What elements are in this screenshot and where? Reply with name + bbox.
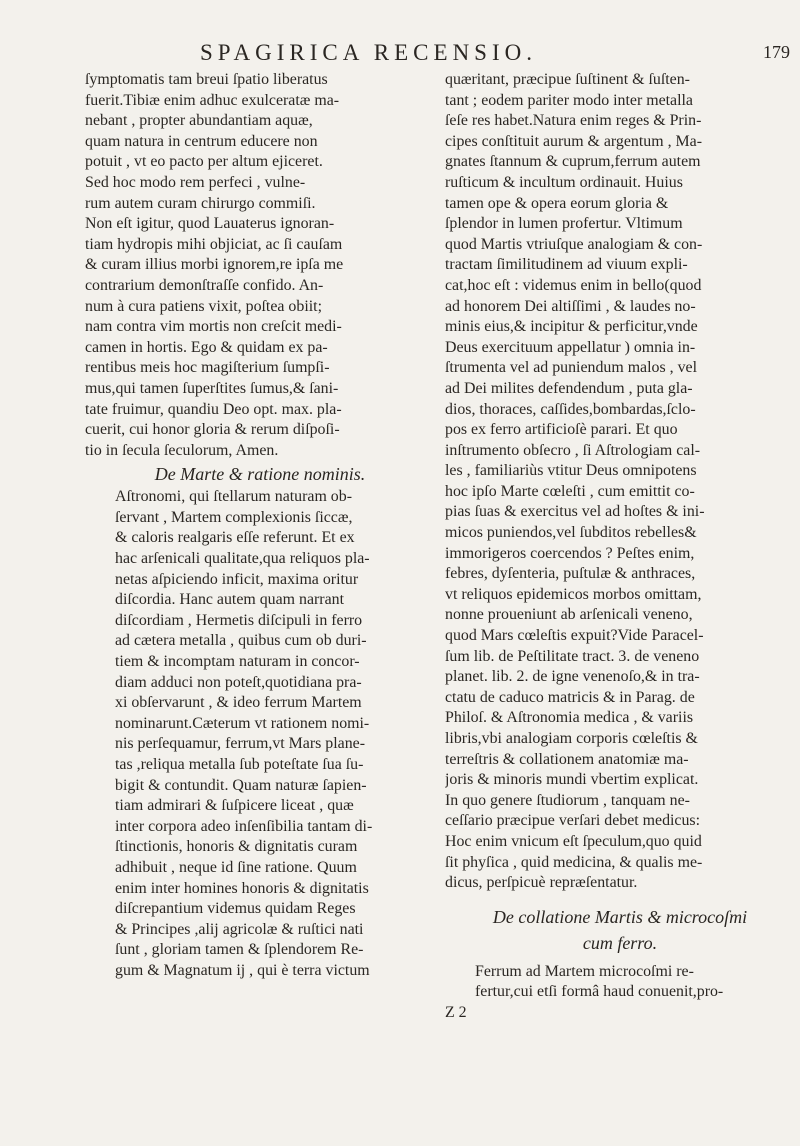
text-line: vt reliquos epidemicos morbos omittam, <box>445 585 702 603</box>
text-line: ſtrumenta vel ad puniendum malos , vel <box>445 359 697 377</box>
text-line: dios, thoraces, caſſides,bombardas,ſclo- <box>445 400 696 418</box>
text-line: cat,hoc eſt : videmus enim in bello(quod <box>445 276 702 294</box>
text-line: diſcordiam , Hermetis diſcipuli in ferro <box>115 611 363 629</box>
text-line: In quo genere ſtudiorum , tanquam ne- <box>445 791 690 809</box>
text-line: ctatu de caduco matricis & in Parag. de <box>445 688 695 706</box>
text-line: contrarium demonſtraſſe confido. An- <box>85 276 324 294</box>
running-title: SPAGIRICA RECENSIO. <box>200 40 537 65</box>
text-line: ad honorem Dei altiſſimi , & laudes no- <box>445 297 696 315</box>
text-line: nonne proueniunt ab arſenicali veneno, <box>445 606 693 624</box>
text-line: nebant , propter abundantiam aquæ, <box>85 112 313 130</box>
text-line: immorigeros coercendos ? Peſtes enim, <box>445 544 695 562</box>
left-paragraph-2 <box>85 487 435 981</box>
text-line: tas ,reliqua metalla ſub poteſtate ſua ſu- <box>115 756 364 773</box>
text-line: nominarunt.Cæterum vt rationem nomi- <box>115 714 370 732</box>
text-line: planet. lib. 2. de igne venenoſo,& in tra- <box>445 668 700 686</box>
text-line: minis eius,& incipitur & perficitur,vnde <box>445 318 698 336</box>
text-line: hoc ipſo Marte cœleſti , cum emittit co- <box>445 482 695 500</box>
text-line: & curam illius morbi ignorem,re ipſa me <box>85 256 344 274</box>
text-line: micos puniendos,vel ſubditos rebelles& <box>445 524 697 542</box>
heading-line-1: De collatione Martis & microcoſmi <box>492 906 748 927</box>
text-line: quam natura in centrum educere non <box>85 132 318 150</box>
text-line: fertur,cui etſi formâ haud conuenit,pro- <box>475 983 724 1001</box>
text-line: ceſſario præcipue verſari debet medicus: <box>445 812 701 830</box>
text-line: nis perſequamur, ferrum,vt Mars plane- <box>115 735 365 753</box>
text-line: febres, dyſenteria, puſtulæ & anthraces, <box>445 565 696 583</box>
text-line: quod Mars cœleſtis expuit?Vide Paracel- <box>445 627 704 645</box>
text-line: tate fruimur, quandiu Deo opt. max. pla- <box>85 400 342 418</box>
text-line: inſtrumento obſecro , ſi Aſtrologiam cal- <box>445 441 701 459</box>
text-line: Hoc enim vnicum eſt ſpeculum,quo quid <box>445 832 702 850</box>
text-line: Deus exercituum appellatur ) omnia in- <box>445 338 696 356</box>
text-line: rum autem curam chirurgo commiſi. <box>85 194 316 212</box>
text-line: les , familiariùs vtitur Deus omnipotens <box>445 462 697 480</box>
text-line: adhibuit , neque id ſine ratione. Quum <box>115 858 357 876</box>
text-line: Non eſt igitur, quod Lauaterus ignoran- <box>85 215 335 233</box>
right-paragraph-2 <box>445 962 795 1003</box>
text-line: & Principes ,alij agricolæ & ruſtici nati <box>115 920 364 938</box>
text-line: xi obſervarunt , & ideo ferrum Martem <box>115 694 362 712</box>
text-line: dicus, perſpicuè repræſentatur. <box>445 874 638 892</box>
text-line: ruſticum & incultum ordinauit. Huius <box>445 173 683 191</box>
section-heading-marte: De Marte & ratione nominis. <box>154 464 366 485</box>
text-line: gnates ſtannum & cuprum,ferrum autem <box>445 153 701 171</box>
text-line: ad cætera metalla , quibus cum ob duri- <box>115 632 367 650</box>
text-line: gum & Magnatum ij , qui è terra victum <box>115 961 370 979</box>
text-line: enim inter homines honoris & dignitatis <box>115 879 369 897</box>
text-line: Sed hoc modo rem perfeci , vulne- <box>85 173 306 191</box>
text-line: potuit , vt eo pacto per altum ejiceret. <box>85 153 323 171</box>
text-line: bigit & contundit. Quam naturæ ſapien- <box>115 776 367 794</box>
right-paragraph-1 <box>445 70 795 894</box>
text-line: libris,vbi analogiam corporis cœleſtis & <box>445 730 698 747</box>
text-line: tiam hydropis mihi objiciat, ac ſi cauſam <box>85 235 343 253</box>
text-line: joris & minoris mundi vbertim explicat. <box>445 771 699 789</box>
text-line: netas aſpiciendo inficit, maxima oritur <box>115 570 359 588</box>
text-line: rentibus meis hoc magiſterium ſumpſi- <box>85 359 330 377</box>
text-line: ſplendor in lumen profertur. Vltimum <box>445 215 683 233</box>
text-line: tamen ope & opera eorum gloria & <box>445 194 669 212</box>
text-line: hac arſenicali qualitate,qua reliquos pla- <box>115 550 370 568</box>
text-line: Philoſ. & Aſtronomia medica , & variis <box>445 709 694 727</box>
text-line: nam contra vim mortis non creſcit medi- <box>85 318 342 336</box>
text-line: quod Martis vtriuſque analogiam & con- <box>445 235 703 253</box>
text-line: ſymptomatis tam breui ſpatio liberatus <box>85 71 328 88</box>
text-line: ſeſe res habet.Natura enim reges & Prin- <box>445 112 702 130</box>
text-line: num à cura patiens vixit, poſtea obiit; <box>85 297 322 315</box>
text-line: tiam admirari & ſuſpicere liceat , quæ <box>115 797 354 815</box>
text-line: pos ex ferro artificioſè parari. Et quo <box>445 421 678 439</box>
text-line: tant ; eodem pariter modo inter metalla <box>445 91 693 109</box>
text-line: terreſtris & collationem anatomiæ ma- <box>445 750 689 768</box>
right-column <box>445 70 795 1024</box>
page-number: 179 <box>763 42 790 62</box>
text-line: ad Dei milites defendendum , puta gla- <box>445 379 693 397</box>
text-line: Aſtronomi, qui ſtellarum naturam ob- <box>115 488 352 506</box>
text-line: fuerit.Tibiæ enim adhuc exulceratæ ma- <box>85 91 340 109</box>
text-line: ſum lib. de Peſtilitate tract. 3. de veneno <box>445 647 700 665</box>
text-line: tio in ſecula ſeculorum, Amen. <box>85 441 279 459</box>
signature-mark: Z 2 <box>445 1003 467 1021</box>
section-heading-collatione <box>445 904 795 956</box>
text-line: cuerit, cui honor gloria & rerum diſpoſi- <box>85 421 340 439</box>
left-paragraph-1 <box>85 70 435 461</box>
text-line: tractam ſimilitudinem ad viuum expli- <box>445 256 688 274</box>
page-header <box>200 40 790 66</box>
text-line: camen in hortis. Ego & quidam ex pa- <box>85 338 328 356</box>
text-line: diſcordia. Hanc autem quam narrant <box>115 591 344 609</box>
text-line: & caloris realgaris eſſe referunt. Et ex <box>115 529 355 547</box>
text-line: diſcrepantium videmus quidam Reges <box>115 900 356 918</box>
text-line: diam adduci non poteſt,quotidiana pra- <box>115 673 362 691</box>
text-line: inter corpora adeo inſenſibilia tantam di- <box>115 817 373 835</box>
text-line: pias ſuas & exercitus vel ad hoſtes & ini- <box>445 503 705 521</box>
text-line: quæritant, præcipue ſuſtinent & ſuſten- <box>445 71 690 88</box>
text-line: mus,qui tamen ſuperſtites ſumus,& ſani- <box>85 379 339 397</box>
heading-line-2: cum ferro. <box>582 932 658 953</box>
text-line: ſit phyſica , quid medicina, & qualis me- <box>445 853 703 871</box>
text-line: Ferrum ad Martem microcoſmi re- <box>475 962 694 980</box>
text-line: tiem & incomptam naturam in concor- <box>115 653 360 671</box>
text-line: ſtinctionis, honoris & dignitatis curam <box>115 838 358 856</box>
text-line: ſervant , Martem complexionis ſiccæ, <box>115 508 353 526</box>
text-line: ſunt , gloriam tamen & ſplendorem Re- <box>115 941 364 959</box>
text-line: cipes conſtituit aurum & argentum , Ma- <box>445 132 702 150</box>
left-column <box>85 70 435 982</box>
